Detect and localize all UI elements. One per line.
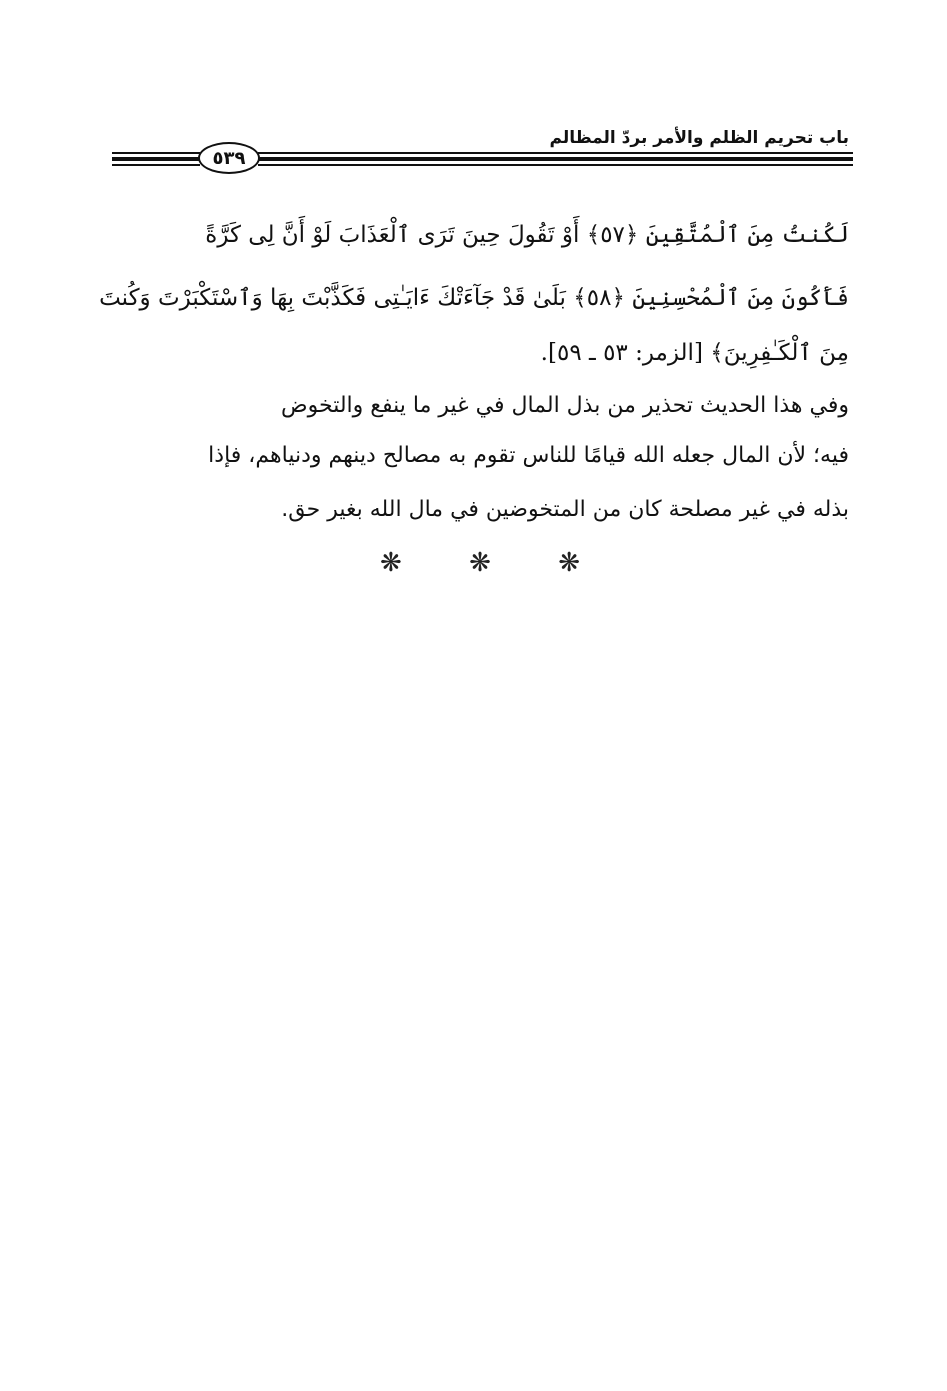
section-separator bbox=[380, 548, 580, 578]
star-ornament-icon: ❋ bbox=[380, 548, 402, 578]
verse-line-1: لَكُنتُ مِنَ ٱلْمُتَّقِينَ ﴿٥٧﴾ أَوْ تَقُولَ حِينَ تَرَى ٱلْعَذَابَ لَوْ أَنَّ لِى كَرَّةً bbox=[205, 222, 849, 248]
page-number: ٥٣٩ bbox=[198, 142, 260, 174]
prose-line-2: فيه؛ لأن المال جعله الله قيامًا للناس تقوم به مصالح دينهم ودنياهم، فإذا bbox=[208, 443, 849, 468]
star-ornament-icon: ❋ bbox=[558, 548, 580, 578]
verse-line-2: فَأَكُونَ مِنَ ٱلْمُحْسِنِينَ ﴿٥٨﴾ بَلَىٰ قَدْ جَآءَتْكَ ءَايَـٰتِى فَكَذَّبْتَ بِهَا وَٱسْتَكْبَرْتَ وَكُنتَ bbox=[99, 285, 849, 311]
verse-line-3: مِنَ ٱلْكَـٰفِرِينَ﴾ [الزمر: ٥٣ ـ ٥٩]. bbox=[540, 340, 849, 366]
page-header-title: باب تحريم الظلم والأمر بردّ المظالم bbox=[549, 128, 849, 148]
prose-line-1: وفي هذا الحديث تحذير من بذل المال في غير ما ينفع والتخوض bbox=[281, 393, 849, 418]
star-ornament-icon: ❋ bbox=[469, 548, 491, 578]
prose-line-3: بذله في غير مصلحة كان من المتخوضين في مال الله بغير حق. bbox=[281, 497, 849, 522]
